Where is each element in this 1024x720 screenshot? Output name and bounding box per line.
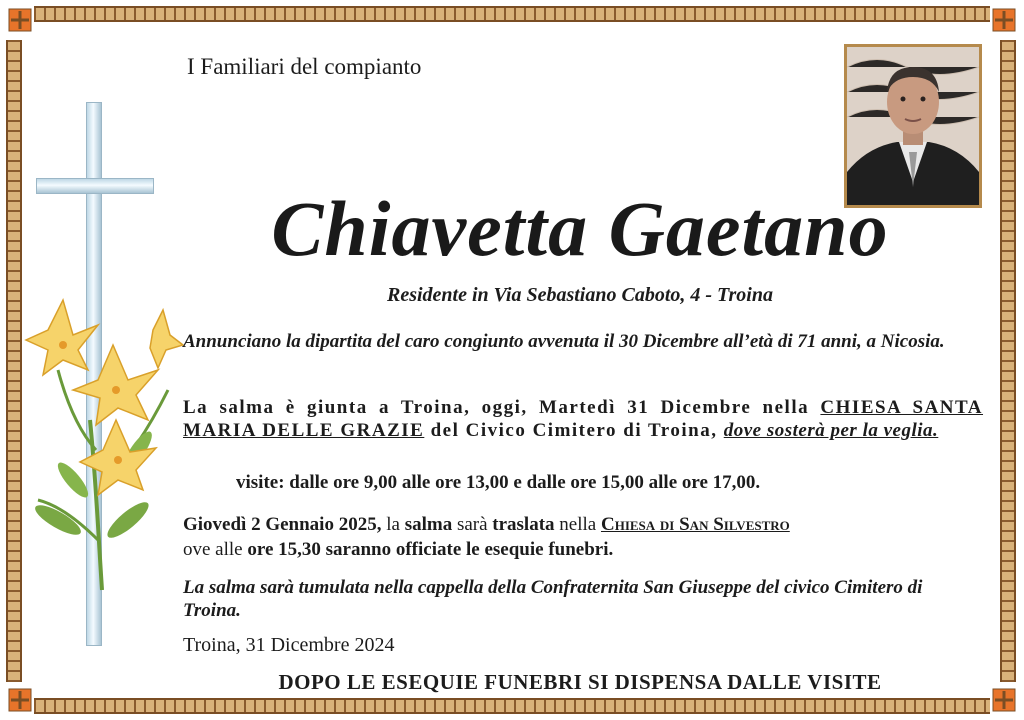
- funeral-text: la: [381, 514, 405, 535]
- corner-ornament-icon: [992, 8, 1016, 32]
- funeral-text-salma: salma: [404, 514, 453, 535]
- corner-ornament-icon: [992, 688, 1016, 712]
- funeral-date: Giovedì 2 Gennaio 2025,: [183, 514, 382, 535]
- cross-arm: [36, 178, 154, 194]
- funeral-text-traslata: traslata: [492, 514, 555, 535]
- church-name-1: CHIESA SANTA MARIA DELLE GRAZIE: [183, 397, 984, 441]
- funeral-text: ove alle: [183, 539, 248, 560]
- arrival-paragraph: [183, 396, 983, 442]
- vigil-text: dove sosterà per la veglia.: [723, 420, 939, 441]
- residence-line: Residente in Via Sebastiano Caboto, 4 - Troina: [387, 284, 773, 306]
- arrival-text-2: del Civico Cimitero di Troina,: [424, 420, 724, 441]
- arrival-text: La salma è giunta a Troina, oggi, Martedì 31 Dicembre nella: [183, 397, 810, 418]
- funeral-paragraph: [183, 512, 983, 562]
- announcement-text: Annunciano la dipartita del caro congiunto avvenuta il 30 Dicembre all’età di 71 anni, a Nicosia.: [183, 331, 945, 352]
- place-date: Troina, 31 Dicembre 2024: [183, 634, 395, 656]
- deceased-name: Chiavetta Gaetano: [271, 185, 889, 272]
- corner-ornament-icon: [8, 8, 32, 32]
- right-border: [1000, 40, 1016, 682]
- funeral-text: nella: [554, 514, 601, 535]
- lily-flowers-icon: [18, 290, 188, 610]
- visiting-hours: visite: dalle ore 9,00 alle ore 13,00 e dalle ore 15,00 alle ore 17,00.: [236, 472, 761, 493]
- corner-ornament-icon: [8, 688, 32, 712]
- bottom-border: [34, 698, 990, 714]
- burial-text: La salma sarà tumulata nella cappella della Confraternita San Giuseppe del civico Cimitero di Troina.: [183, 577, 923, 621]
- visits-notice: DOPO LE ESEQUIE FUNEBRI SI DISPENSA DALLE VISITE: [278, 670, 882, 694]
- top-border: [34, 6, 990, 22]
- church-name-2: Chiesa di San Silvestro: [600, 514, 790, 535]
- intro-text: I Familiari del compianto: [187, 54, 422, 79]
- funeral-time: ore 15,30 saranno officiate le esequie funebri.: [247, 539, 614, 560]
- funeral-text: sarà: [452, 514, 493, 535]
